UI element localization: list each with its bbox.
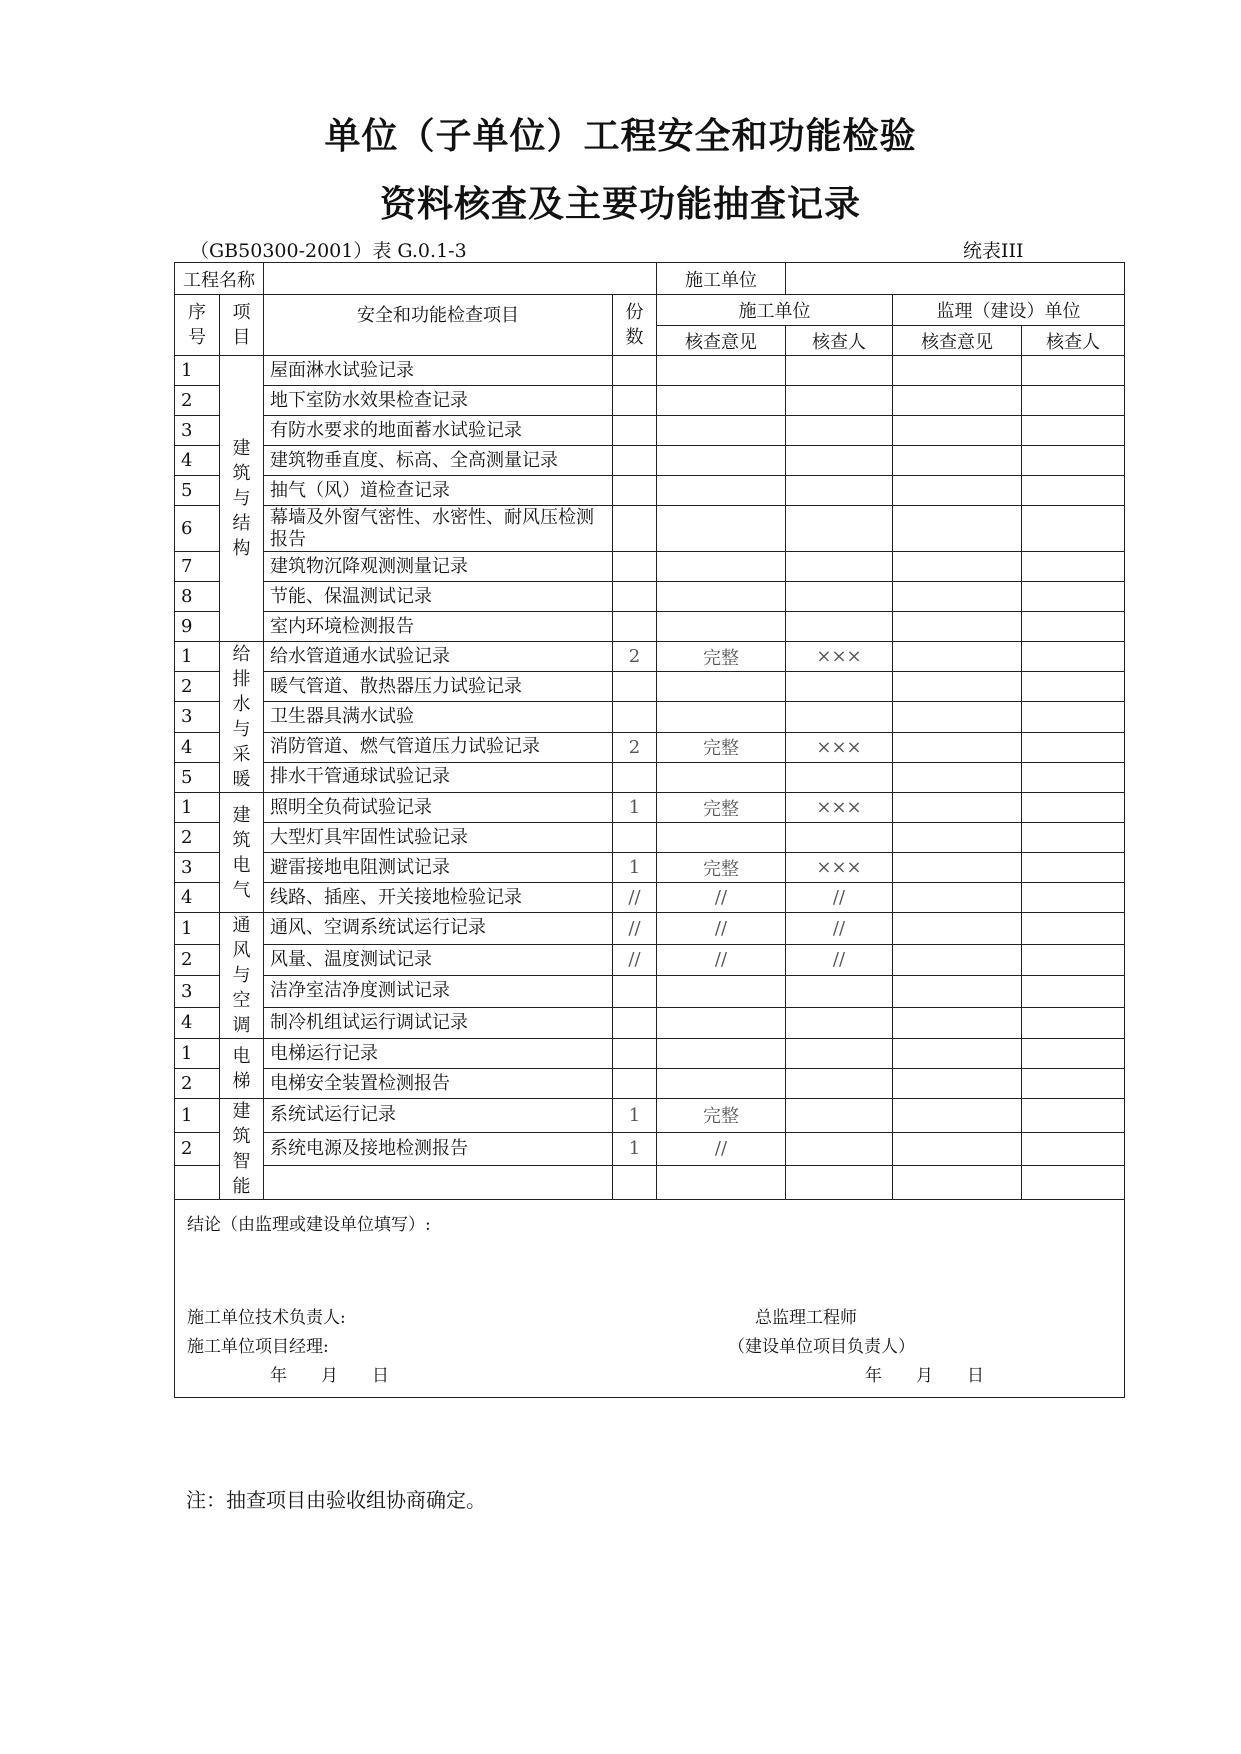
seq-cell: 1 bbox=[175, 1039, 220, 1069]
item-cell: 幕墙及外窗气密性、水密性、耐风压检测报告 bbox=[264, 506, 613, 552]
contractor-checker-cell[interactable] bbox=[786, 702, 893, 732]
contractor-opinion-cell[interactable] bbox=[657, 976, 786, 1008]
supervisor-opinion-cell[interactable] bbox=[893, 386, 1022, 416]
supervisor-checker-cell[interactable] bbox=[1022, 642, 1125, 672]
supervisor-checker-cell[interactable] bbox=[1022, 506, 1125, 552]
category-char: 水 bbox=[232, 694, 251, 715]
contractor-checker-cell[interactable] bbox=[786, 762, 893, 792]
seq-cell: 2 bbox=[175, 386, 220, 416]
supervisor-opinion-cell[interactable] bbox=[893, 1007, 1022, 1039]
table-row bbox=[175, 732, 1125, 762]
supervisor-opinion-cell[interactable] bbox=[893, 793, 1022, 823]
supervisor-checker-cell[interactable] bbox=[1022, 732, 1125, 762]
table-row bbox=[175, 913, 1125, 945]
copies-cell[interactable]: // bbox=[613, 944, 657, 976]
category-char: 建 bbox=[232, 438, 251, 459]
seq-cell: 4 bbox=[175, 883, 220, 913]
category-char: 智 bbox=[232, 1151, 251, 1172]
copies-cell[interactable]: 1 bbox=[613, 793, 657, 823]
table-row bbox=[175, 1166, 1125, 1200]
category-char: 排 bbox=[232, 669, 251, 690]
category-char: 能 bbox=[232, 1176, 251, 1197]
category-char: 暖 bbox=[232, 769, 251, 790]
table-row bbox=[175, 612, 1125, 642]
item-cell: 屋面淋水试验记录 bbox=[264, 356, 613, 386]
copies-cell[interactable]: 1 bbox=[613, 853, 657, 883]
seq-cell: 3 bbox=[175, 853, 220, 883]
contractor-opinion-cell[interactable] bbox=[657, 762, 786, 792]
copies-cell[interactable] bbox=[613, 552, 657, 582]
item-cell: 避雷接地电阻测试记录 bbox=[264, 853, 613, 883]
item-cell: 洁净室洁净度测试记录 bbox=[264, 976, 613, 1008]
supervisor-opinion-cell[interactable] bbox=[893, 1099, 1022, 1133]
contractor-checker-cell[interactable] bbox=[786, 612, 893, 642]
category-cell bbox=[220, 1099, 264, 1200]
category-char: 筑 bbox=[232, 829, 251, 851]
category-char: 筑 bbox=[232, 463, 251, 484]
supervisor-checker-cell[interactable] bbox=[1022, 1166, 1125, 1200]
item-cell: 卫生器具满水试验 bbox=[264, 702, 613, 732]
document-title-line2: 资料核查及主要功能抽查记录 bbox=[379, 184, 861, 225]
contractor-checker-cell[interactable]: ××× bbox=[786, 793, 893, 823]
seq-cell: 1 bbox=[175, 913, 220, 945]
supervisor-opinion-cell[interactable] bbox=[893, 883, 1022, 913]
copies-cell[interactable]: 2 bbox=[613, 732, 657, 762]
table-row bbox=[175, 386, 1125, 416]
table-row bbox=[175, 582, 1125, 612]
supervisor-opinion-cell[interactable] bbox=[893, 702, 1022, 732]
category-char: 梯 bbox=[232, 1070, 251, 1092]
item-cell: 消防管道、燃气管道压力试验记录 bbox=[264, 732, 613, 762]
category-char: 调 bbox=[232, 1015, 251, 1036]
supervisor-opinion-cell[interactable] bbox=[893, 823, 1022, 853]
contractor-checker-header: 核查人 bbox=[786, 326, 893, 356]
item-cell: 大型灯具牢固性试验记录 bbox=[264, 823, 613, 853]
seq-cell: 1 bbox=[175, 356, 220, 386]
supervisor-opinion-cell[interactable] bbox=[893, 853, 1022, 883]
supervisor-checker-cell[interactable] bbox=[1022, 793, 1125, 823]
contractor-checker-cell[interactable] bbox=[786, 1099, 893, 1133]
contractor-value[interactable] bbox=[786, 263, 1125, 295]
category-char: 给 bbox=[232, 644, 251, 665]
seq-cell: 3 bbox=[175, 416, 220, 446]
contractor-checker-cell[interactable] bbox=[786, 416, 893, 446]
contractor-checker-cell[interactable]: ××× bbox=[786, 853, 893, 883]
copies-cell[interactable] bbox=[613, 976, 657, 1008]
conclusion-label: 结论（由监理或建设单位填写）: bbox=[187, 1215, 431, 1235]
table-row bbox=[175, 976, 1125, 1008]
category-char: 空 bbox=[232, 990, 251, 1011]
contractor-checker-cell[interactable] bbox=[786, 386, 893, 416]
supervisor-opinion-cell[interactable] bbox=[893, 476, 1022, 506]
category-char: 与 bbox=[232, 965, 251, 986]
footnote: 注：抽查项目由验收组协商确定。 bbox=[186, 1488, 486, 1512]
contractor-checker-cell[interactable] bbox=[786, 1007, 893, 1039]
seq-cell: 2 bbox=[175, 944, 220, 976]
contractor-opinion-cell[interactable] bbox=[657, 356, 786, 386]
supervisor-opinion-cell[interactable] bbox=[893, 1166, 1022, 1200]
table-row bbox=[175, 672, 1125, 702]
contractor-checker-cell[interactable] bbox=[786, 552, 893, 582]
supervisor-opinion-cell[interactable] bbox=[893, 552, 1022, 582]
copies-cell[interactable]: 1 bbox=[613, 1099, 657, 1133]
document-title-line1: 单位（子单位）工程安全和功能检验 bbox=[324, 116, 917, 157]
table-row bbox=[175, 793, 1125, 823]
item-cell: 抽气（风）道检查记录 bbox=[264, 476, 613, 506]
supervisor-opinion-cell[interactable] bbox=[893, 732, 1022, 762]
table-row bbox=[175, 356, 1125, 386]
table-row bbox=[175, 853, 1125, 883]
contractor-opinion-cell[interactable]: // bbox=[657, 913, 786, 945]
supervisor-checker-cell[interactable] bbox=[1022, 446, 1125, 476]
copies-cell[interactable]: 2 bbox=[613, 642, 657, 672]
supervisor-checker-cell[interactable] bbox=[1022, 476, 1125, 506]
supervisor-opinion-cell[interactable] bbox=[893, 356, 1022, 386]
contractor-opinion-cell[interactable]: 完整 bbox=[657, 793, 786, 823]
header-row-1 bbox=[175, 295, 1125, 326]
copies-cell[interactable] bbox=[613, 1069, 657, 1099]
seq-cell: 3 bbox=[175, 702, 220, 732]
supervisor-checker-cell[interactable] bbox=[1022, 1069, 1125, 1099]
category-cell bbox=[220, 793, 264, 913]
supervisor-checker-header: 核查人 bbox=[1022, 326, 1125, 356]
supervisor-opinion-header: 核查意见 bbox=[893, 326, 1022, 356]
contractor-checker-cell[interactable] bbox=[786, 476, 893, 506]
copies-cell[interactable] bbox=[613, 672, 657, 702]
contractor-opinion-cell[interactable] bbox=[657, 1007, 786, 1039]
item-cell: 风量、温度测试记录 bbox=[264, 944, 613, 976]
category-char: 电 bbox=[232, 1045, 251, 1067]
supervisor-opinion-cell[interactable] bbox=[893, 672, 1022, 702]
contractor-opinion-cell[interactable]: // bbox=[657, 1132, 786, 1166]
copies-header: 份 数 bbox=[613, 295, 657, 356]
supervisor-opinion-cell[interactable] bbox=[893, 944, 1022, 976]
table-row bbox=[175, 762, 1125, 792]
supervisor-opinion-cell[interactable] bbox=[893, 506, 1022, 552]
supervisor-checker-cell[interactable] bbox=[1022, 913, 1125, 945]
table-row bbox=[175, 416, 1125, 446]
category-char: 建 bbox=[232, 804, 251, 826]
copies-cell[interactable] bbox=[613, 823, 657, 853]
contractor-checker-cell[interactable] bbox=[786, 506, 893, 552]
chief-supervisor-label: 总监理工程师 bbox=[755, 1308, 857, 1328]
table-row bbox=[175, 1007, 1125, 1039]
contractor-checker-cell[interactable] bbox=[786, 446, 893, 476]
copies-cell[interactable] bbox=[613, 702, 657, 732]
project-name-label: 工程名称 bbox=[175, 263, 264, 295]
copies-cell[interactable]: // bbox=[613, 913, 657, 945]
category-char: 与 bbox=[232, 719, 251, 740]
item-cell: 通风、空调系统试运行记录 bbox=[264, 913, 613, 945]
contractor-checker-cell[interactable] bbox=[786, 1069, 893, 1099]
table-code: 统表III bbox=[963, 240, 1024, 262]
copies-cell[interactable]: 1 bbox=[613, 1132, 657, 1166]
item-cell: 排水干管通球试验记录 bbox=[264, 762, 613, 792]
supervisor-checker-cell[interactable] bbox=[1022, 883, 1125, 913]
copies-cell[interactable] bbox=[613, 1007, 657, 1039]
seq-cell: 9 bbox=[175, 612, 220, 642]
category-cell bbox=[220, 356, 264, 642]
item-header: 安全和功能检查项目 bbox=[264, 295, 613, 356]
table-row bbox=[175, 1132, 1125, 1166]
contractor-opinion-header: 核查意见 bbox=[657, 326, 786, 356]
contractor-opinion-cell[interactable]: 完整 bbox=[657, 732, 786, 762]
copies-cell[interactable] bbox=[613, 506, 657, 552]
seq-cell: 1 bbox=[175, 1099, 220, 1133]
supervisor-checker-cell[interactable] bbox=[1022, 1132, 1125, 1166]
contractor-checker-cell[interactable] bbox=[786, 672, 893, 702]
supervisor-opinion-cell[interactable] bbox=[893, 612, 1022, 642]
supervisor-checker-cell[interactable] bbox=[1022, 612, 1125, 642]
category-char: 筑 bbox=[232, 1126, 251, 1147]
contractor-checker-cell[interactable] bbox=[786, 1132, 893, 1166]
contractor-opinion-cell[interactable]: // bbox=[657, 944, 786, 976]
item-cell: 系统试运行记录 bbox=[264, 1099, 613, 1133]
contractor-opinion-cell[interactable] bbox=[657, 672, 786, 702]
supervisor-opinion-cell[interactable] bbox=[893, 976, 1022, 1008]
item-cell: 电梯安全装置检测报告 bbox=[264, 1069, 613, 1099]
supervisor-checker-cell[interactable] bbox=[1022, 582, 1125, 612]
seq-cell: 6 bbox=[175, 506, 220, 552]
category-cell bbox=[220, 913, 264, 1039]
project-manager-label: 施工单位项目经理: bbox=[187, 1337, 329, 1357]
item-cell: 有防水要求的地面蓄水试验记录 bbox=[264, 416, 613, 446]
supervisor-checker-cell[interactable] bbox=[1022, 672, 1125, 702]
copies-cell[interactable] bbox=[613, 1039, 657, 1069]
copies-cell[interactable] bbox=[613, 1166, 657, 1200]
supervisor-checker-cell[interactable] bbox=[1022, 762, 1125, 792]
seq-cell: 2 bbox=[175, 1069, 220, 1099]
project-name-value[interactable] bbox=[264, 263, 657, 295]
table-row bbox=[175, 1099, 1125, 1133]
supervisor-opinion-cell[interactable] bbox=[893, 1132, 1022, 1166]
table-row bbox=[175, 506, 1125, 552]
seq-cell: 8 bbox=[175, 582, 220, 612]
category-char: 气 bbox=[232, 879, 251, 901]
table-row bbox=[175, 1039, 1125, 1069]
contractor-opinion-cell[interactable] bbox=[657, 416, 786, 446]
item-cell bbox=[264, 1166, 613, 1200]
copies-cell[interactable] bbox=[613, 416, 657, 446]
contractor-opinion-cell[interactable] bbox=[657, 552, 786, 582]
category-char: 电 bbox=[232, 854, 251, 876]
contractor-opinion-cell[interactable] bbox=[657, 823, 786, 853]
contractor-opinion-cell[interactable] bbox=[657, 612, 786, 642]
supervisor-checker-cell[interactable] bbox=[1022, 944, 1125, 976]
category-char: 风 bbox=[232, 940, 251, 961]
seq-cell: 2 bbox=[175, 672, 220, 702]
contractor-group-header: 施工单位 bbox=[657, 295, 893, 326]
supervisor-checker-cell[interactable] bbox=[1022, 1007, 1125, 1039]
supervisor-opinion-cell[interactable] bbox=[893, 642, 1022, 672]
contractor-opinion-cell[interactable] bbox=[657, 1039, 786, 1069]
item-cell: 给水管道通水试验记录 bbox=[264, 642, 613, 672]
supervisor-checker-cell[interactable] bbox=[1022, 853, 1125, 883]
seq-cell: 1 bbox=[175, 793, 220, 823]
contractor-opinion-cell[interactable] bbox=[657, 476, 786, 506]
seq-cell: 2 bbox=[175, 1132, 220, 1166]
copies-cell[interactable] bbox=[613, 476, 657, 506]
contractor-checker-cell[interactable] bbox=[786, 1039, 893, 1069]
contractor-opinion-cell[interactable]: 完整 bbox=[657, 642, 786, 672]
date-right: 年 月 日 bbox=[865, 1366, 984, 1386]
supervisor-checker-cell[interactable] bbox=[1022, 823, 1125, 853]
seq-cell bbox=[175, 1166, 220, 1200]
contractor-opinion-cell[interactable] bbox=[657, 1166, 786, 1200]
supervisor-opinion-cell[interactable] bbox=[893, 446, 1022, 476]
category-char: 与 bbox=[232, 488, 251, 509]
copies-cell[interactable] bbox=[613, 446, 657, 476]
item-cell: 系统电源及接地检测报告 bbox=[264, 1132, 613, 1166]
owner-rep-label: （建设单位项目负责人） bbox=[728, 1337, 915, 1357]
project-info-row bbox=[175, 263, 1125, 295]
contractor-checker-cell[interactable]: ××× bbox=[786, 642, 893, 672]
contractor-checker-cell[interactable]: ××× bbox=[786, 732, 893, 762]
item-cell: 节能、保温测试记录 bbox=[264, 582, 613, 612]
seq-cell: 5 bbox=[175, 476, 220, 506]
category-cell bbox=[220, 1039, 264, 1099]
supervisor-checker-cell[interactable] bbox=[1022, 702, 1125, 732]
category-char: 构 bbox=[232, 538, 251, 559]
category-char: 结 bbox=[232, 513, 251, 534]
contractor-opinion-cell[interactable] bbox=[657, 582, 786, 612]
item-cell: 建筑物垂直度、标高、全高测量记录 bbox=[264, 446, 613, 476]
category-cell bbox=[220, 642, 264, 793]
table-row bbox=[175, 883, 1125, 913]
copies-cell[interactable] bbox=[613, 386, 657, 416]
category-char: 建 bbox=[232, 1101, 251, 1122]
contractor-checker-cell[interactable]: // bbox=[786, 913, 893, 945]
supervisor-checker-cell[interactable] bbox=[1022, 1039, 1125, 1069]
contractor-checker-cell[interactable] bbox=[786, 1166, 893, 1200]
contractor-opinion-cell[interactable]: // bbox=[657, 883, 786, 913]
item-cell: 地下室防水效果检查记录 bbox=[264, 386, 613, 416]
seq-cell: 5 bbox=[175, 762, 220, 792]
item-cell: 照明全负荷试验记录 bbox=[264, 793, 613, 823]
supervisor-opinion-cell[interactable] bbox=[893, 913, 1022, 945]
contractor-checker-cell[interactable] bbox=[786, 823, 893, 853]
contractor-checker-cell[interactable] bbox=[786, 356, 893, 386]
supervisor-opinion-cell[interactable] bbox=[893, 762, 1022, 792]
copies-cell[interactable] bbox=[613, 582, 657, 612]
tech-lead-label: 施工单位技术负责人: bbox=[187, 1308, 346, 1328]
standard-reference: （GB50300-2001）表 G.0.1-3 bbox=[190, 240, 467, 262]
seq-cell: 4 bbox=[175, 732, 220, 762]
supervisor-checker-cell[interactable] bbox=[1022, 386, 1125, 416]
seq-cell: 1 bbox=[175, 642, 220, 672]
item-cell: 线路、插座、开关接地检验记录 bbox=[264, 883, 613, 913]
contractor-opinion-cell[interactable] bbox=[657, 1069, 786, 1099]
category-char: 采 bbox=[232, 744, 251, 765]
seq-cell: 4 bbox=[175, 446, 220, 476]
supervisor-checker-cell[interactable] bbox=[1022, 976, 1125, 1008]
supervisor-opinion-cell[interactable] bbox=[893, 416, 1022, 446]
table-row bbox=[175, 1069, 1125, 1099]
table-row bbox=[175, 446, 1125, 476]
seq-header: 序 号 bbox=[175, 295, 220, 356]
table-row bbox=[175, 642, 1125, 672]
table-row bbox=[175, 552, 1125, 582]
supervisor-checker-cell[interactable] bbox=[1022, 1099, 1125, 1133]
seq-cell: 7 bbox=[175, 552, 220, 582]
contractor-label: 施工单位 bbox=[657, 263, 786, 295]
contractor-checker-cell[interactable]: // bbox=[786, 883, 893, 913]
item-cell: 室内环境检测报告 bbox=[264, 612, 613, 642]
contractor-opinion-cell[interactable] bbox=[657, 446, 786, 476]
supervisor-opinion-cell[interactable] bbox=[893, 582, 1022, 612]
seq-cell: 3 bbox=[175, 976, 220, 1008]
copies-cell[interactable]: // bbox=[613, 883, 657, 913]
contractor-checker-cell[interactable] bbox=[786, 976, 893, 1008]
category-header: 项 目 bbox=[220, 295, 264, 356]
contractor-opinion-cell[interactable] bbox=[657, 386, 786, 416]
supervisor-group-header: 监理（建设）单位 bbox=[893, 295, 1125, 326]
seq-cell: 4 bbox=[175, 1007, 220, 1039]
table-row bbox=[175, 944, 1125, 976]
item-cell: 制冷机组试运行调试记录 bbox=[264, 1007, 613, 1039]
supervisor-checker-cell[interactable] bbox=[1022, 416, 1125, 446]
copies-cell[interactable] bbox=[613, 612, 657, 642]
supervisor-opinion-cell[interactable] bbox=[893, 1069, 1022, 1099]
conclusion-box[interactable] bbox=[175, 1200, 1125, 1398]
item-cell: 电梯运行记录 bbox=[264, 1039, 613, 1069]
supervisor-opinion-cell[interactable] bbox=[893, 1039, 1022, 1069]
item-cell: 建筑物沉降观测测量记录 bbox=[264, 552, 613, 582]
table-row bbox=[175, 823, 1125, 853]
supervisor-checker-cell[interactable] bbox=[1022, 552, 1125, 582]
seq-cell: 2 bbox=[175, 823, 220, 853]
conclusion-row bbox=[175, 1200, 1125, 1398]
inspection-table bbox=[174, 262, 1125, 1398]
table-row bbox=[175, 476, 1125, 506]
table-row bbox=[175, 702, 1125, 732]
copies-cell[interactable] bbox=[613, 356, 657, 386]
item-cell: 暖气管道、散热器压力试验记录 bbox=[264, 672, 613, 702]
contractor-checker-cell[interactable]: // bbox=[786, 944, 893, 976]
contractor-opinion-cell[interactable] bbox=[657, 702, 786, 732]
contractor-opinion-cell[interactable]: 完整 bbox=[657, 853, 786, 883]
date-left: 年 月 日 bbox=[270, 1366, 389, 1386]
contractor-opinion-cell[interactable]: 完整 bbox=[657, 1099, 786, 1133]
copies-cell[interactable] bbox=[613, 762, 657, 792]
category-char: 通 bbox=[232, 915, 251, 936]
contractor-opinion-cell[interactable] bbox=[657, 506, 786, 552]
supervisor-checker-cell[interactable] bbox=[1022, 356, 1125, 386]
contractor-checker-cell[interactable] bbox=[786, 582, 893, 612]
